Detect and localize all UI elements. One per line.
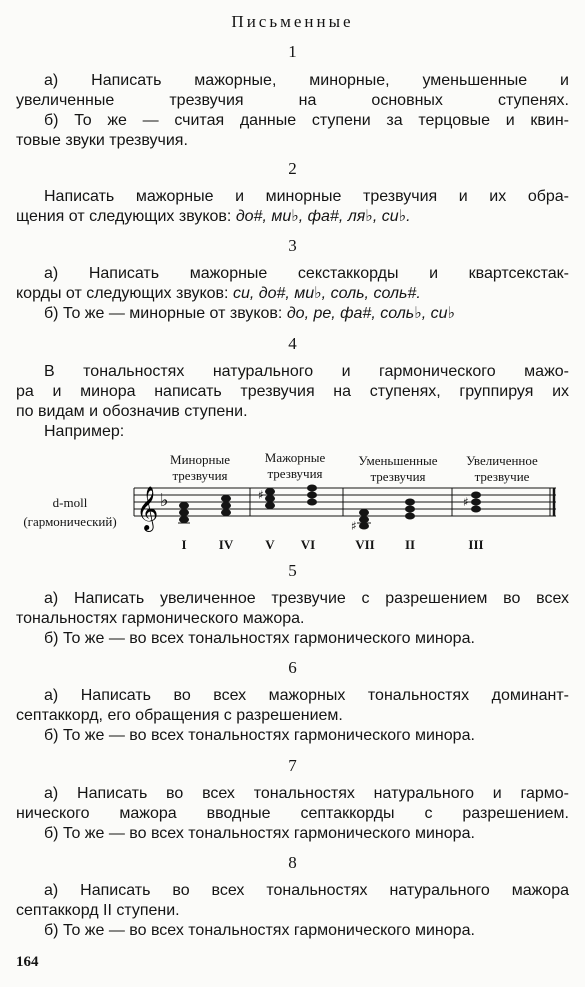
text-line: товые звуки трезвучия. <box>16 132 188 149</box>
chord-notes <box>178 485 481 530</box>
section-number: 3 <box>288 236 297 255</box>
text-line: б) То же — во всех тональностях гармонического минора. <box>44 922 475 939</box>
section-number: 4 <box>288 334 297 353</box>
degree-label: I <box>181 537 187 552</box>
text-line: б) То же — во всех тональностях гармонического минора. <box>44 825 475 842</box>
group-label-minor: Минорные трезвучия <box>170 452 230 483</box>
text-line: В тональностях натурального и гармонического мажо- <box>44 363 569 380</box>
text-line: увеличенные трезвучия на основных ступенях. <box>16 92 569 109</box>
degree-label: II <box>404 537 416 552</box>
text-line: септаккорд II ступени. <box>16 902 180 919</box>
page-number: 164 <box>16 954 39 970</box>
group-label-diminished: Уменьшенные трезвучия <box>358 453 438 484</box>
degree-label: VII <box>355 537 375 552</box>
text-segment: корды от следующих звуков: <box>16 285 229 302</box>
degree-label: V <box>265 537 275 552</box>
text-line: тональностях гармонического мажора. <box>16 610 305 627</box>
sharp-icon: ♯ <box>258 488 264 502</box>
treble-clef-icon: 𝄞 <box>136 486 159 530</box>
text-line: а) Написать мажорные секстаккорды и квартсекстак- <box>44 265 569 282</box>
degree-label: III <box>468 537 484 552</box>
sharp-icon: ♯ <box>351 519 357 533</box>
section-number: 2 <box>288 159 297 178</box>
page-heading: Письменные <box>231 12 354 31</box>
text-line: а) Написать во всех мажорных тональностях доминант- <box>44 687 569 704</box>
text-line: б) То же — во всех тональностях гармонического минора. <box>44 630 475 647</box>
text-line: Например: <box>44 423 125 440</box>
key-description: (гармонический) <box>23 514 117 529</box>
text-line: Написать мажорные и минорные трезвучия и их обра- <box>44 188 569 205</box>
section-number: 5 <box>288 561 297 580</box>
flat-icon: ♭ <box>160 490 169 511</box>
note-names: си, до#, ми♭, соль, соль#. <box>232 285 421 302</box>
section-number: 1 <box>288 42 297 61</box>
group-label-augmented: Увеличенное трезвучие <box>466 453 538 484</box>
degree-label: IV <box>218 537 234 552</box>
section-number: 7 <box>288 756 297 775</box>
text-line: а) Написать мажорные, минорные, уменьшенные и <box>44 72 569 89</box>
section-number: 6 <box>288 658 297 677</box>
key-name: d-moll <box>52 495 88 510</box>
text-segment: щения от следующих звуков: <box>16 208 232 225</box>
text-line: а) Написать увеличенное трезвучие с разрешением во всех <box>44 590 569 607</box>
text-line: б) То же — считая данные ступени за терцовые и квин- <box>44 112 569 129</box>
degree-label: VI <box>300 537 316 552</box>
section-number: 8 <box>288 853 297 872</box>
text-line: а) Написать во всех тональностях натурального и гармо- <box>44 785 569 802</box>
sharp-icon: ♯ <box>463 495 469 509</box>
text-line: септаккорд, его обращения с разрешением. <box>16 707 343 724</box>
text-line: ра и минора написать трезвучия на ступенях, группируя их <box>16 383 569 400</box>
text-segment: б) То же — минорные от звуков: <box>44 305 283 322</box>
note-names: до#, ми♭, фа#, ля♭, си♭. <box>235 208 411 225</box>
text-line: б) То же — во всех тональностях гармонического минора. <box>44 727 475 744</box>
group-label-major: Мажорные трезвучия <box>264 450 326 481</box>
text-line: по видам и обозначив ступени. <box>16 403 248 420</box>
note-names: до, ре, фа#, соль♭, си♭ <box>286 305 456 322</box>
text-line: нического мажора вводные септаккорды с разрешением. <box>16 805 569 822</box>
text-line: а) Написать во всех тональностях натурального мажора <box>44 882 569 899</box>
